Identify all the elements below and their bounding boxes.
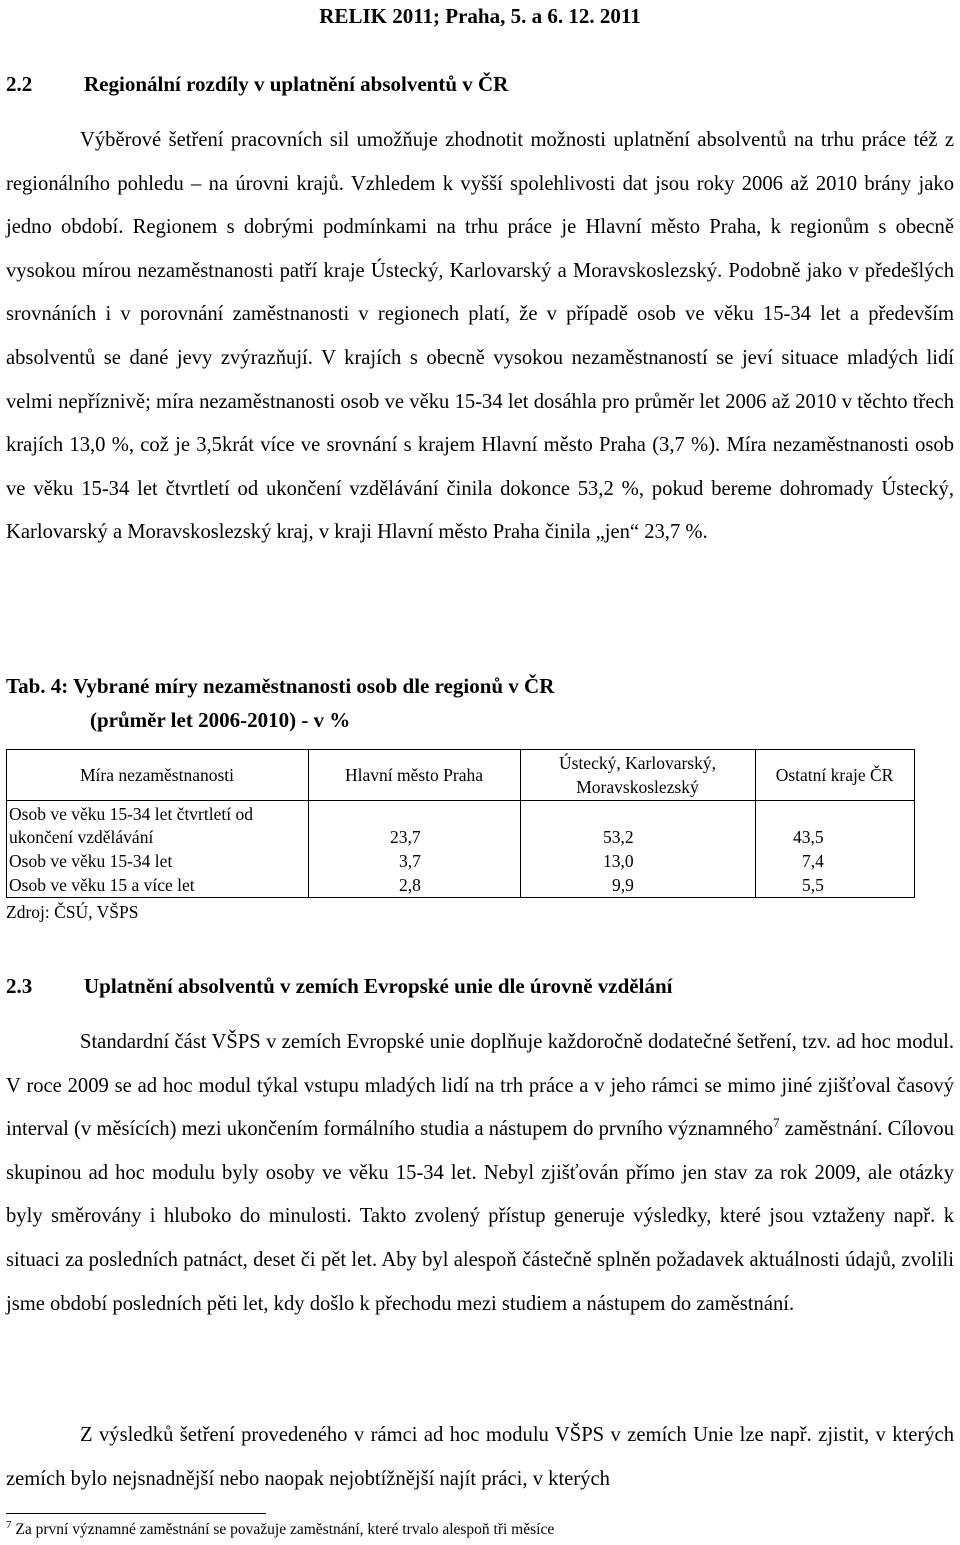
table-border-right xyxy=(914,749,915,897)
row-3-label: Osob ve věku 15 a více let xyxy=(9,875,195,895)
row-1-uk-kv-ms: 53,2 xyxy=(603,827,634,847)
row-2-praha: 3,7 xyxy=(399,851,421,871)
table-4-subtitle: (průměr let 2006-2010) - v % xyxy=(90,708,351,732)
section-2-2-paragraph: Výběrové šetření pracovních sil umožňuje zhodnotit možnosti uplatnění absolventů na trhu práce též z regionálního pohledu – na úrovni krajů. Vzhledem k vyšší spolehlivosti dat jsou roky 2006 až 2010 brány jako jedno období. Regionem s dobrými podmínkami na trhu práce je Hlavní město Praha, k regionům s obecně vysokou mírou nezaměstnanosti patří kraje Ústecký, Karlovarský a Moravskoslezský. Podobně jako v předešlých srovnáních i v porovnání zaměstnanosti v regionech platí, že v případě osob ve věku 15-34 let a především absolventů se dané jevy zvýrazňují. V krajích s obecně vysokou nezaměstnaností se jeví situace mladých lidí velmi nepříznivě; míra nezaměstnanosti osob ve věku 15-34 let dosáhla pro průměr let 2006 až 2010 v těchto třech krajích 13,0 %, což je 3,5krát více ve srovnání s krajem Hlavní město Praha (3,7 %). Míra nezaměstnanosti osob ve věku 15-34 let čtvrtletí od ukončení vzdělávání činila dokonce 53,2 %, pokud bereme dohromady Ústecký, Karlovarský a Moravskoslezský kraj, v kraji Hlavní město Praha činila „jen“ 23,7 %. xyxy=(6,129,954,544)
footnote xyxy=(6,1521,554,1539)
row-1-label-line1: Osob ve věku 15-34 let čtvrtletí od xyxy=(9,804,253,824)
row-3-praha: 2,8 xyxy=(399,875,421,895)
section-number: 2.3 xyxy=(6,974,33,998)
row-1-ostatni: 43,5 xyxy=(793,827,824,847)
row-3-uk-kv-ms: 9,9 xyxy=(612,875,634,895)
col-header-ostatni: Ostatní kraje ČR xyxy=(775,765,894,785)
table-bottom-border xyxy=(6,897,915,898)
paragraph-text: Standardní část VŠPS v zemích Evropské unie doplňuje každoročně dodatečné šetření, tzv. ad hoc modul. V roce 2009 se ad hoc modul týkal vstupu mladých lidí na trh práce a v jeho rámci se mimo jiné zjišťoval časový interval (v měsících) mezi ukončením formálního studia a nástupem do prvního významného xyxy=(6,1031,954,1141)
table-header-divider xyxy=(6,800,915,801)
footnote-reference[interactable]: 7 xyxy=(773,1115,780,1131)
footnote-separator xyxy=(6,1513,266,1514)
row-3-ostatni: 5,5 xyxy=(802,875,824,895)
table-top-border xyxy=(6,749,915,750)
paragraph-text: zaměstnání. Cílovou skupinou ad hoc modulu byly osoby ve věku 15-34 let. Nebyl zjišťován přímo jen stav za rok 2009, ale otázky byly směrovány i hluboko do minulosti. Takto zvolený přístup generuje výsledky, které jsou vztaženy např. k situaci za posledních patnáct, deset či pět let. Aby byl alespoň částečně splněn požadavek aktuálnosti údajů, zvolili jsme období posledních pěti let, kdy došlo k přechodu mezi studiem a nástupem do zaměstnání. xyxy=(6,1118,954,1315)
col-header-uk-kv-ms-line2: Moravskoslezský xyxy=(576,777,699,797)
col-header-uk-kv-ms-line1: Ústecký, Karlovarský, xyxy=(559,753,716,773)
row-2-label: Osob ve věku 15-34 let xyxy=(9,851,173,871)
section-title: Uplatnění absolventů v zemích Evropské unie dle úrovně vzdělání xyxy=(84,974,673,998)
section-title: Regionální rozdíly v uplatnění absolventů v ČR xyxy=(84,72,509,96)
section-2-3-paragraph-2: Z výsledků šetření provedeného v rámci ad hoc modulu VŠPS v zemích Unie lze např. zjistit, v kterých zemích bylo nejsnadnější nebo naopak nejobtížnější najít práci, v kterých xyxy=(6,1424,954,1490)
footnote-text: Za první významné zaměstnání se považuje zaměstnání, které trvalo alespoň tři měsíce xyxy=(11,1521,555,1538)
running-header: RELIK 2011; Praha, 5. a 6. 12. 2011 xyxy=(319,4,641,28)
footnote-mark: 7 xyxy=(6,1519,12,1531)
row-1-label-line2: ukončení vzdělávání xyxy=(9,827,154,847)
section-2-3-heading xyxy=(6,974,672,999)
col-header-praha: Hlavní město Praha xyxy=(344,765,484,785)
row-2-uk-kv-ms: 13,0 xyxy=(603,851,634,871)
row-1-praha: 23,7 xyxy=(390,827,421,847)
table-4-title: Tab. 4: Vybrané míry nezaměstnanosti osob dle regionů v ČR xyxy=(6,674,555,698)
section-2-3-paragraph-1 xyxy=(6,1021,954,1326)
section-number: 2.2 xyxy=(6,72,33,96)
section-2-2-heading xyxy=(6,72,508,97)
row-2-ostatni: 7,4 xyxy=(802,851,824,871)
table-source: Zdroj: ČSÚ, VŠPS xyxy=(6,902,139,922)
col-header-rate: Míra nezaměstnanosti xyxy=(79,765,235,785)
